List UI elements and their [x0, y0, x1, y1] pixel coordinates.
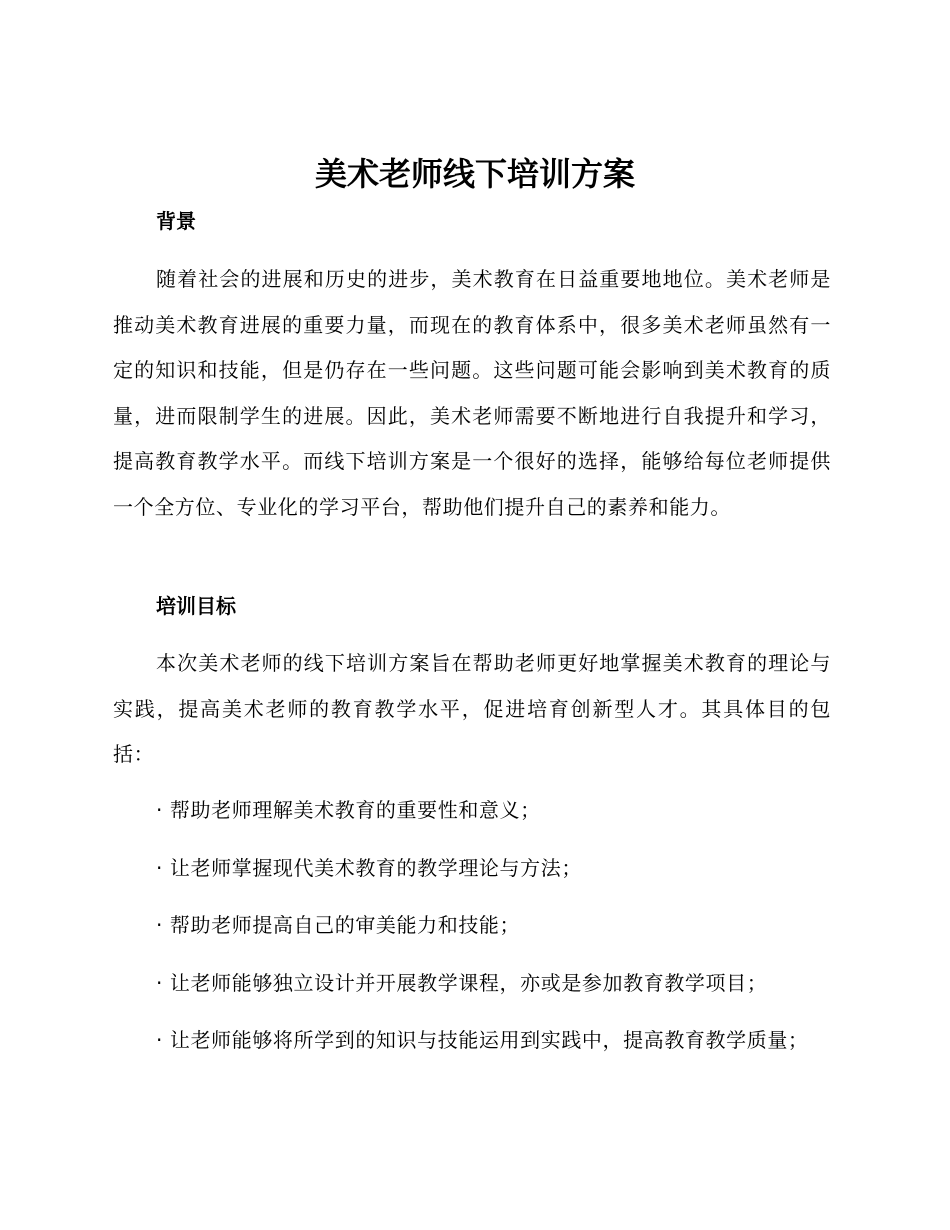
- document-title: 美术老师线下培训方案: [314, 155, 635, 193]
- section-heading-training-goals: 培训目标: [156, 594, 236, 618]
- section-heading-background: 背景: [156, 209, 196, 233]
- goal-bullet-item: · 让老师能够将所学到的知识与技能运用到实践中，提高教育教学质量；: [156, 1028, 809, 1052]
- goal-bullet-item: · 让老师能够独立设计并开展教学课程，亦或是参加教育教学项目；: [156, 971, 768, 995]
- goal-bullet-item: · 帮助老师提高自己的审美能力和技能；: [156, 913, 521, 937]
- background-paragraph: 随着社会的进展和历史的进步，美术教育在日益重要地地位。美术老师是推动美术教育进展的重要力量，而现在的教育体系中，很多美术老师虽然有一定的知识和技能，但是仍存在一些问题。这些问题可能会影响到美术教育的质量，进而限制学生的进展。因此，美术老师需要不断地进行自我提升和学习，提高教育教学水平。而线下培训方案是一个很好的选择，能够给每位老师提供一个全方位、专业化的学习平台，帮助他们提升自己的素养和能力。: [113, 267, 831, 519]
- goal-bullet-item: · 让老师掌握现代美术教育的教学理论与方法；: [156, 856, 582, 880]
- training-goals-paragraph: 本次美术老师的线下培训方案旨在帮助老师更好地掌握美术教育的理论与实践，提高美术老师的教育教学水平，促进培育创新型人才。其具体目的包括：: [113, 651, 831, 766]
- goal-bullet-item: · 帮助老师理解美术教育的重要性和意义；: [156, 798, 541, 822]
